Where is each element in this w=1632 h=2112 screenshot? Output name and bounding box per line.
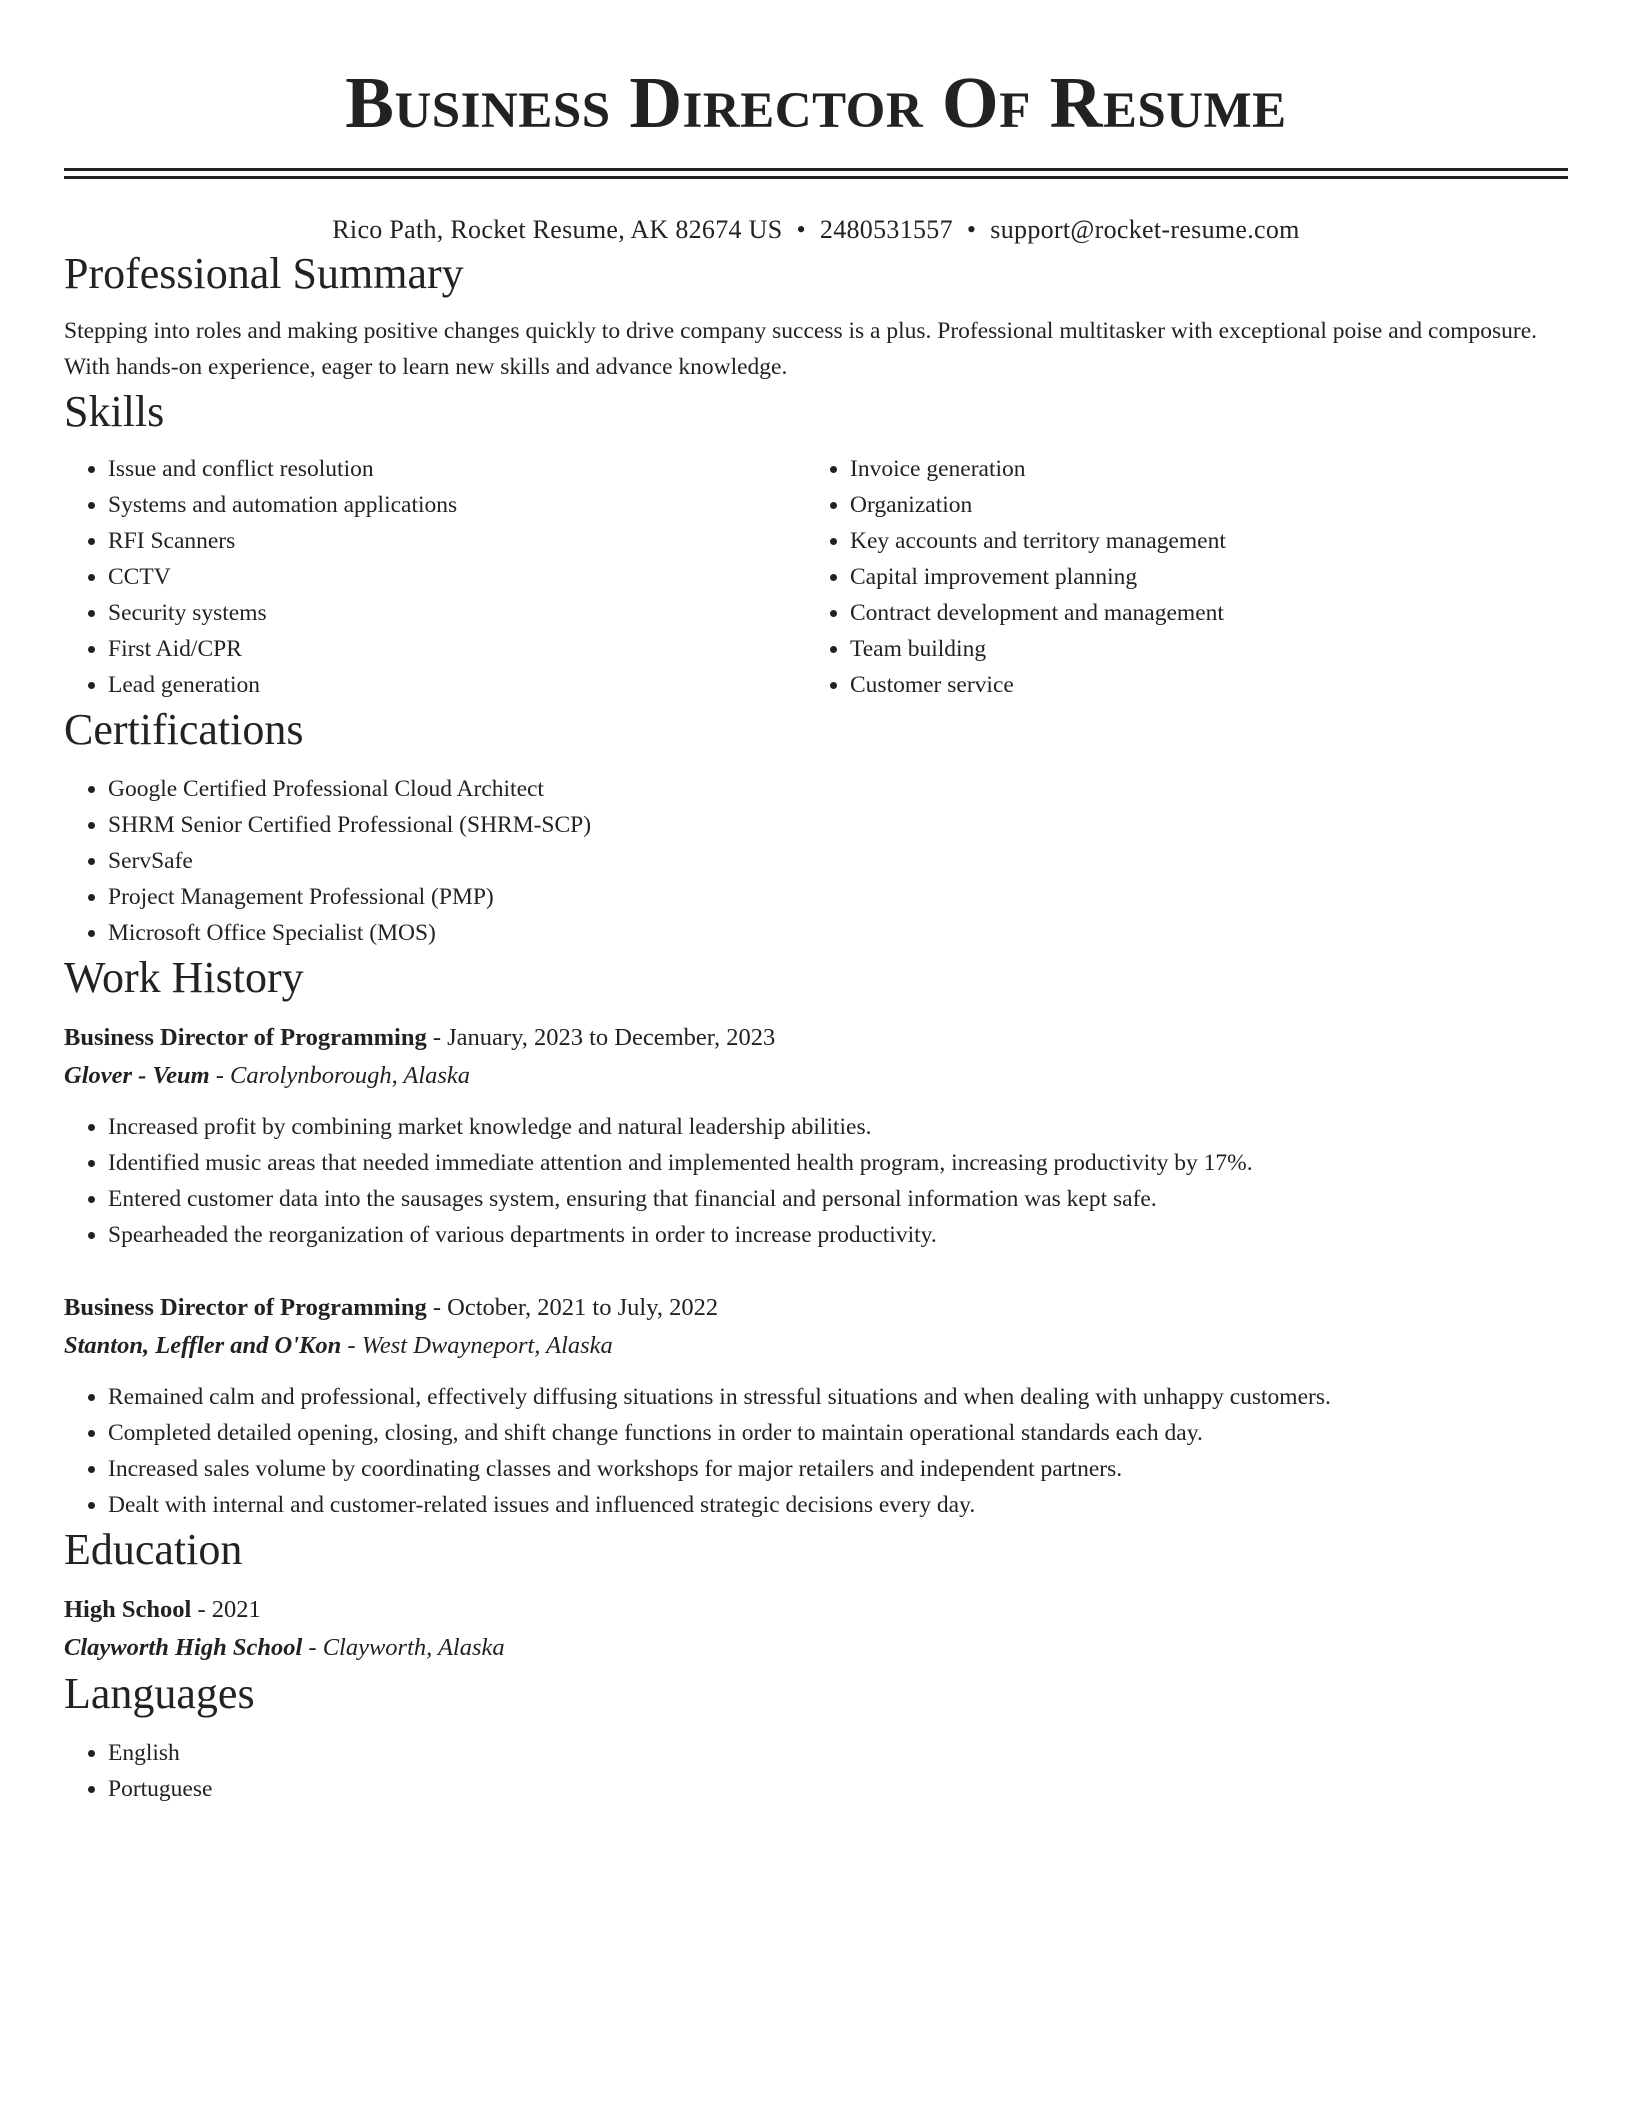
languages-list (64, 1735, 1568, 1807)
contact-email: support@rocket-resume.com (990, 215, 1300, 244)
skill-item: • First Aid/CPR (108, 631, 806, 667)
contact-phone: 2480531557 (819, 215, 953, 244)
job-bullets (64, 1109, 1568, 1253)
job-title-line (64, 1289, 1568, 1327)
certifications-heading: Certifications (64, 705, 304, 754)
job-bullet: • Entered customer data into the sausages system, ensuring that financial and personal information was kept safe. (108, 1181, 1568, 1217)
job-location: West Dwayneport, Alaska (361, 1332, 613, 1359)
job-company: Stanton, Leffler and O'Kon (64, 1332, 342, 1359)
job-bullet: • Increased profit by combining market knowledge and natural leadership abilities. (108, 1109, 1568, 1145)
skill-item: • Capital improvement planning (850, 559, 1548, 595)
certification-item: • Microsoft Office Specialist (MOS) (108, 915, 1568, 951)
languages-heading: Languages (64, 1669, 255, 1718)
education-degree: High School (64, 1596, 192, 1623)
certifications-list (64, 771, 1568, 951)
job-company-line (64, 1327, 1568, 1365)
title-double-rule (64, 168, 1568, 179)
certification-item: • ServSafe (108, 843, 1568, 879)
job-bullet: • Increased sales volume by coordinating classes and workshops for major retailers and independent partners. (108, 1451, 1568, 1487)
skills-column-left (64, 451, 806, 703)
job-entry (64, 1019, 1568, 1253)
job-bullets (64, 1379, 1568, 1523)
contact-address: Rico Path, Rocket Resume, AK 82674 US (332, 215, 783, 244)
skills-grid (64, 451, 1568, 703)
skill-item: • Security systems (108, 595, 806, 631)
dash: - (426, 1294, 448, 1321)
job-dates: October, 2021 to July, 2022 (447, 1294, 719, 1321)
job-company: Glover - Veum (64, 1062, 210, 1089)
job-bullet: • Dealt with internal and customer-related issues and influenced strategic decisions every day. (108, 1487, 1568, 1523)
contact-separator: • (796, 215, 806, 244)
language-item: • Portuguese (108, 1771, 1568, 1807)
education-school: Clayworth High School (64, 1634, 303, 1661)
skill-item: • Invoice generation (850, 451, 1548, 487)
skill-item: • Issue and conflict resolution (108, 451, 806, 487)
job-location: Carolynborough, Alaska (230, 1062, 471, 1089)
work-history-heading: Work History (64, 953, 304, 1002)
skills-list-right (806, 451, 1548, 703)
skill-item: • Key accounts and territory management (850, 523, 1548, 559)
language-item: • English (108, 1735, 1568, 1771)
summary-text: Stepping into roles and making positive changes quickly to drive company success is a plus. Professional multitasker with exceptional poise and composure. With hands-on experience, eager to learn new skills and advance knowledge. (64, 318, 1538, 380)
job-title: Business Director of Programming (64, 1294, 427, 1321)
job-title-line (64, 1019, 1568, 1057)
skill-item: • Lead generation (108, 667, 806, 703)
dash: - (341, 1332, 362, 1359)
certification-item: • SHRM Senior Certified Professional (SHRM-SCP) (108, 807, 1568, 843)
job-entry (64, 1289, 1568, 1523)
education-degree-line (64, 1591, 1568, 1629)
skill-item: • CCTV (108, 559, 806, 595)
resume-title: Business Director Of Resume (345, 62, 1287, 143)
education-location: Clayworth, Alaska (322, 1634, 505, 1661)
job-bullet: • Identified music areas that needed immediate attention and implemented health program, increasing productivity by 17%. (108, 1145, 1568, 1181)
dash: - (426, 1024, 448, 1051)
job-dates: January, 2023 to December, 2023 (447, 1024, 776, 1051)
education-entry (64, 1591, 1568, 1667)
education-school-line (64, 1629, 1568, 1667)
certification-item: • Google Certified Professional Cloud Architect (108, 771, 1568, 807)
job-bullet: • Completed detailed opening, closing, and shift change functions in order to maintain operational standards each day. (108, 1415, 1568, 1451)
skills-heading: Skills (64, 387, 165, 436)
contact-line (64, 213, 1568, 247)
summary-heading: Professional Summary (64, 249, 464, 298)
job-bullet: • Spearheaded the reorganization of various departments in order to increase productivity. (108, 1217, 1568, 1253)
skill-item: • Contract development and management (850, 595, 1548, 631)
skill-item: • Organization (850, 487, 1548, 523)
dash: - (191, 1596, 212, 1623)
education-year: 2021 (211, 1596, 261, 1623)
certification-item: • Project Management Professional (PMP) (108, 879, 1568, 915)
skill-item: • Team building (850, 631, 1548, 667)
job-title: Business Director of Programming (64, 1024, 427, 1051)
job-bullet: • Remained calm and professional, effectively diffusing situations in stressful situations and when dealing with unhappy customers. (108, 1379, 1568, 1415)
dash: - (209, 1062, 231, 1089)
skill-item: • Customer service (850, 667, 1548, 703)
skill-item: • Systems and automation applications (108, 487, 806, 523)
contact-separator: • (966, 215, 977, 244)
skills-column-right (806, 451, 1548, 703)
job-company-line (64, 1057, 1568, 1095)
dash: - (302, 1634, 323, 1661)
skills-list-left (64, 451, 806, 703)
skill-item: • RFI Scanners (108, 523, 806, 559)
education-heading: Education (64, 1525, 243, 1574)
